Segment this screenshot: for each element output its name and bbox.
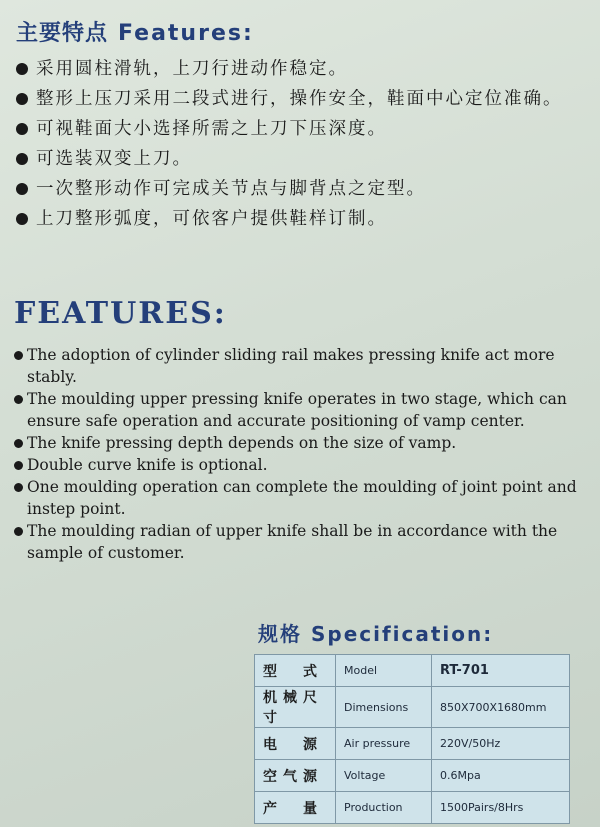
spec-value: RT-701: [432, 655, 570, 687]
en-feature-text: Double curve knife is optional.: [27, 456, 268, 474]
bullet-icon: [14, 483, 23, 492]
spec-value: 220V/50Hz: [432, 728, 570, 760]
list-item: [14, 454, 589, 476]
list-item: [16, 54, 586, 84]
list-item: [14, 520, 589, 564]
cn-feature-text: 采用圆柱滑轨，上刀行进动作稳定。: [36, 59, 348, 79]
cn-features-title-en: Features:: [118, 21, 254, 46]
bullet-icon: [16, 63, 28, 75]
spec-label: 产 量: [255, 792, 336, 824]
spec-title-zh: 规格: [258, 622, 302, 646]
cn-features-title: [16, 16, 254, 47]
list-item: [14, 476, 589, 520]
table-row: [255, 760, 570, 792]
spec-label-en: Voltage: [336, 760, 432, 792]
bullet-icon: [14, 527, 23, 536]
table-row: [255, 655, 570, 687]
bullet-icon: [16, 183, 28, 195]
spec-title: [258, 618, 493, 647]
table-row: [255, 728, 570, 760]
list-item: [16, 144, 586, 174]
cn-feature-text: 上刀整形弧度，可依客户提供鞋样订制。: [36, 209, 387, 229]
spec-value: 1500Pairs/8Hrs: [432, 792, 570, 824]
en-feature-text: The moulding upper pressing knife operates in two stage, which can ensure safe operation and accurate positioning of vamp center.: [27, 390, 567, 430]
spec-table: [254, 654, 570, 824]
en-feature-text: The adoption of cylinder sliding rail makes pressing knife act more stably.: [27, 346, 555, 386]
table-row: [255, 792, 570, 824]
bullet-icon: [14, 351, 23, 360]
cn-feature-text: 一次整形动作可完成关节点与脚背点之定型。: [36, 179, 426, 199]
cn-feature-text: 可视鞋面大小选择所需之上刀下压深度。: [36, 119, 387, 139]
spec-value: 850X700X1680mm: [432, 687, 570, 728]
en-feature-text: The knife pressing depth depends on the size of vamp.: [27, 434, 457, 452]
spec-label: 空气源: [255, 760, 336, 792]
bullet-icon: [16, 213, 28, 225]
cn-feature-text: 整形上压刀采用二段式进行，操作安全，鞋面中心定位准确。: [36, 89, 563, 109]
en-feature-text: The moulding radian of upper knife shall be in accordance with the sample of customer.: [27, 522, 558, 562]
spec-label: 型 式: [255, 655, 336, 687]
spec-value: 0.6Mpa: [432, 760, 570, 792]
bullet-icon: [14, 439, 23, 448]
list-item: [14, 344, 589, 388]
spec-label-en: Production: [336, 792, 432, 824]
list-item: [14, 388, 589, 432]
spec-label: 电 源: [255, 728, 336, 760]
cn-features-list: [16, 54, 586, 234]
en-feature-text: One moulding operation can complete the moulding of joint point and instep point.: [27, 478, 577, 518]
list-item: [16, 204, 586, 234]
en-features-list: [14, 344, 589, 564]
bullet-icon: [16, 153, 28, 165]
spec-label-en: Dimensions: [336, 687, 432, 728]
list-item: [16, 174, 586, 204]
bullet-icon: [14, 461, 23, 470]
list-item: [14, 432, 589, 454]
spec-label-en: Air pressure: [336, 728, 432, 760]
en-features-title: FEATURES:: [14, 296, 227, 331]
spec-label: 机械尺寸: [255, 687, 336, 728]
spec-label-en: Model: [336, 655, 432, 687]
list-item: [16, 84, 586, 114]
bullet-icon: [16, 93, 28, 105]
list-item: [16, 114, 586, 144]
bullet-icon: [16, 123, 28, 135]
spec-title-en: Specification:: [310, 622, 494, 646]
cn-features-title-zh: 主要特点: [16, 21, 109, 46]
bullet-icon: [14, 395, 23, 404]
cn-feature-text: 可选装双变上刀。: [36, 149, 192, 169]
table-row: [255, 687, 570, 728]
